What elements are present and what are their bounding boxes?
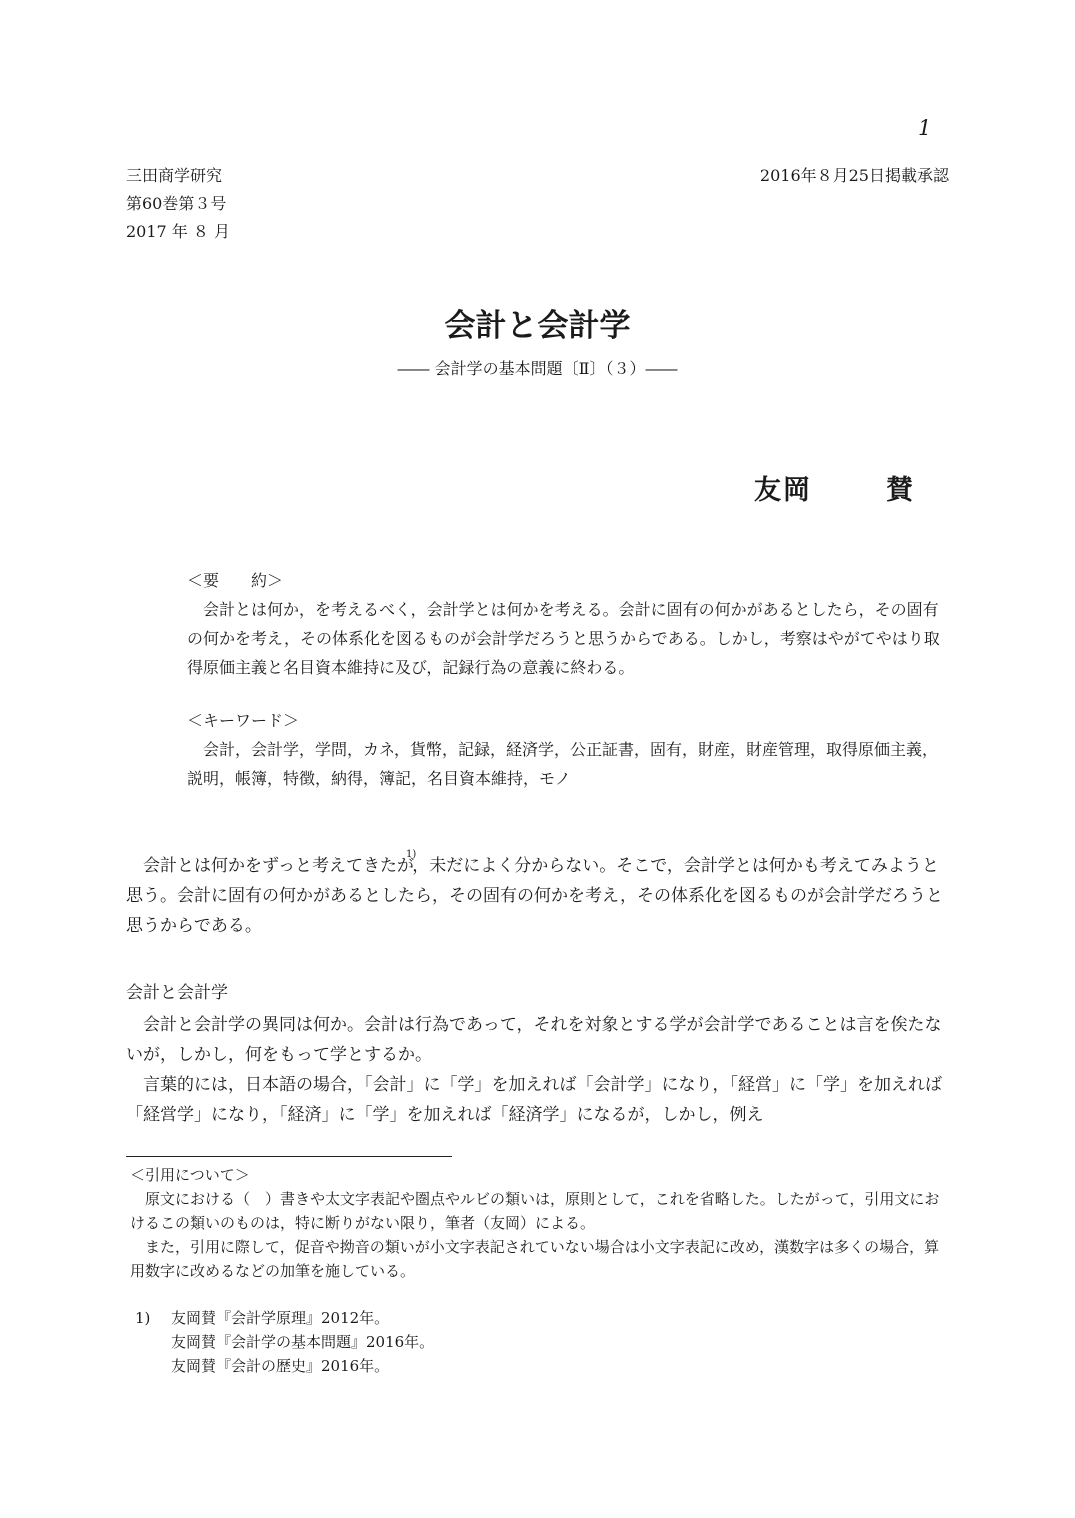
section-paragraph-2: 言葉的には，日本語の場合，「会計」に「学」を加えれば「会計学」になり，「経営」に「学」を加えれば「経営学」になり，「経済」に「学」を加えれば「経済学」になるが，しかし，例え: [126, 1075, 942, 1125]
journal-volume: 第60巻第３号: [126, 194, 227, 213]
footnote-1: [135, 1306, 434, 1378]
journal-info: [126, 162, 230, 246]
citation-note-paragraph-1: 原文における（ ）書きや太文字表記や圏点やルビの類いは，原則として，これを省略した。したがって，引用文におけるこの類いのものは，特に断りがない限り，筆者（友岡）による。: [130, 1190, 940, 1232]
article-title: 会計と会計学: [444, 308, 631, 344]
intro-text-part2: ，未だによく分からない。そこで，会計学とは何かも考えてみようと思う。会計に固有の何かがあるとしたら，その固有の何かを考え，その体系化を図るものが会計学だろうと思うからである。: [126, 856, 944, 936]
section-heading: 会計と会計学: [126, 983, 228, 1003]
footnote-divider: [126, 1156, 452, 1157]
footnote-number: 1): [135, 1309, 151, 1327]
intro-paragraph: [126, 840, 951, 941]
abstract: [187, 566, 951, 682]
author-given-name: 賛: [886, 475, 915, 506]
journal-date: 2017 年 ８ 月: [126, 222, 230, 241]
abstract-heading: ＜要 約＞: [187, 571, 284, 590]
journal-name: 三田商学研究: [126, 166, 223, 185]
citation-note: [130, 1163, 950, 1283]
keywords-heading: ＜キーワード＞: [187, 711, 300, 730]
footnote-mark: 1): [405, 849, 417, 860]
intro-text-part1: 会計とは何かをずっと考えてきたが: [143, 856, 414, 876]
section-body: [126, 1010, 951, 1130]
keywords-text: 会計，会計学，学問，カネ，貨幣，記録，経済学，公正証書，固有，財産，財産管理，取得原価主義，説明，帳簿，特徴，納得，簿記，名目資本維持，モノ: [187, 740, 939, 788]
abstract-text: 会計とは何か，を考えるべく，会計学とは何かを考える。会計に固有の何かがあるとしたら，その固有の何かを考え，その体系化を図るものが会計学だろうと思うからである。しかし，考察はやがてやはり取得原価主義と名目資本維持に及び，記録行為の意義に終わる。: [187, 600, 940, 677]
footnote-reference: 友岡賛『会計学の基本問題』2016年。: [171, 1333, 435, 1351]
page-number: 1: [918, 116, 932, 140]
citation-note-paragraph-2: また，引用に際して，促音や拗音の類いが小文字表記されていない場合は小文字表記に改め，漢数字は多くの場合，算用数字に改めるなどの加筆を施している。: [130, 1238, 940, 1280]
footnote-reference: 友岡賛『会計の歴史』2016年。: [171, 1357, 390, 1375]
author-family-name: 友岡: [754, 475, 812, 506]
footnote-reference: 友岡賛『会計学原理』2012年。: [171, 1309, 390, 1327]
section-paragraph-1: 会計と会計学の異同は何か。会計は行為であって，それを対象とする学が会計学であることは言を俟たないが，しかし，何をもって学とするか。: [126, 1015, 942, 1065]
citation-note-heading: ＜引用について＞: [130, 1166, 250, 1184]
approval-date: 2016年８月25日掲載承認: [759, 166, 949, 185]
author: [754, 468, 915, 507]
keywords: [187, 706, 951, 793]
article-subtitle: ―― 会計学の基本問題〔Ⅱ〕（３）――: [397, 359, 678, 378]
